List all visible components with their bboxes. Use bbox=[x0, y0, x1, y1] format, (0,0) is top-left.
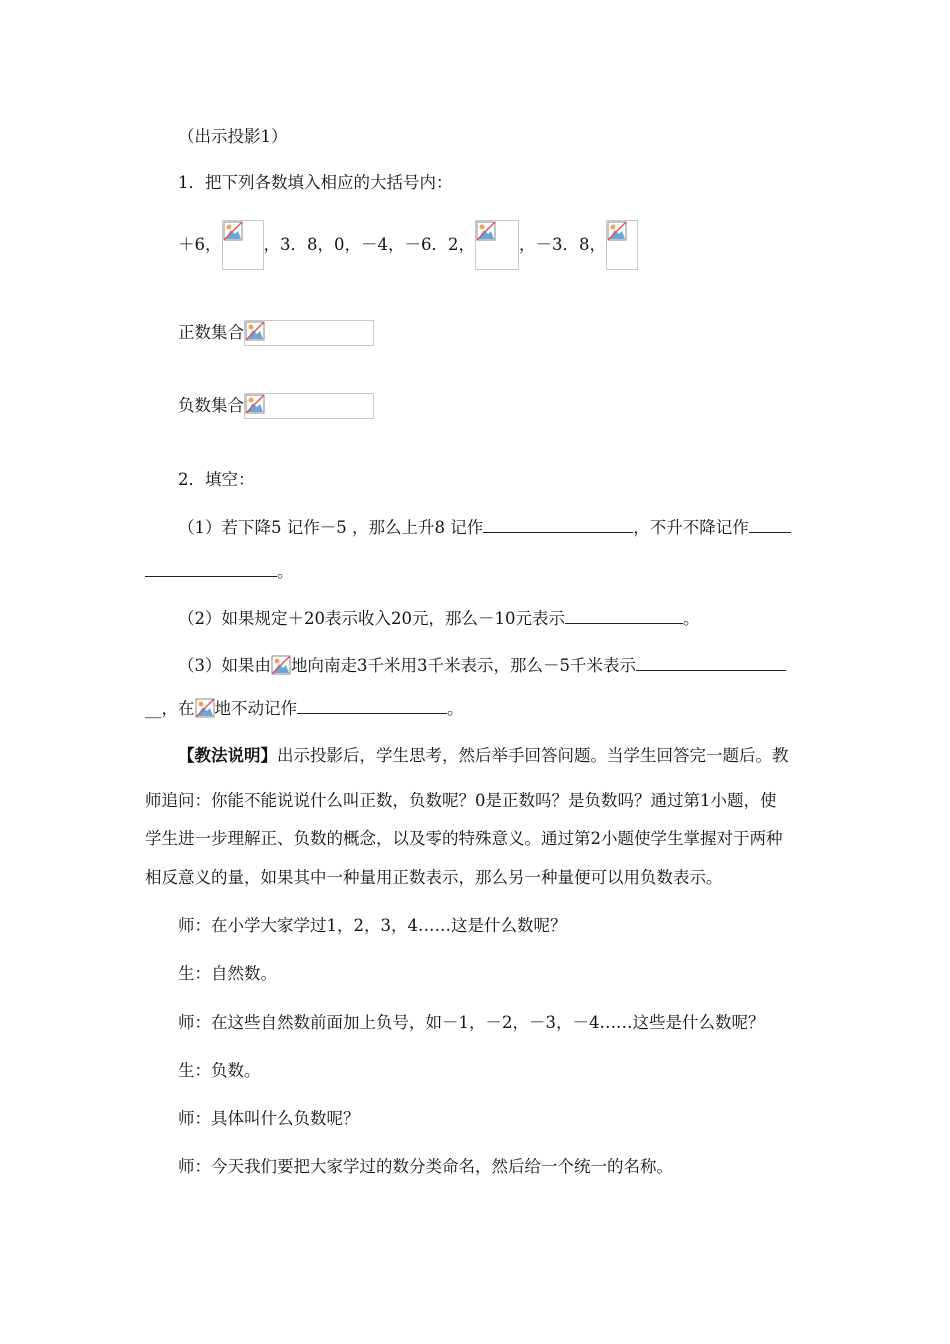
q2-3-text-a: （3）如果由 bbox=[178, 656, 271, 675]
q2-3-text-b: 地向南走3千米用3千米表示，那么－5千米表示 bbox=[291, 656, 636, 675]
projection-note: （出示投影1） bbox=[178, 127, 288, 146]
answer-blank-unchanged-a[interactable] bbox=[749, 516, 791, 533]
positive-set-row bbox=[178, 320, 374, 346]
broken-image-icon bbox=[476, 221, 496, 241]
positive-set-label: 正数集合 bbox=[178, 323, 244, 342]
answer-blank-rise[interactable] bbox=[483, 516, 633, 533]
method-line-4: 相反意义的量，如果其中一种量用正数表示，那么另一种量便可以用负数表示。 bbox=[145, 868, 723, 887]
q2-1-text-a: （1）若下降5 记作－5 ，那么上升8 记作 bbox=[178, 518, 484, 537]
question-2-part-2 bbox=[178, 607, 700, 630]
q2-3-text-c: __，在 bbox=[145, 699, 195, 718]
place-image-2 bbox=[195, 698, 215, 720]
negative-set-row bbox=[178, 393, 374, 419]
fraction-image-1 bbox=[222, 220, 264, 270]
number-list-part-3: ，－3．8， bbox=[519, 235, 606, 254]
question-2-part-1 bbox=[178, 516, 791, 539]
question-2-part-3-cont bbox=[145, 697, 464, 720]
question-2-part-3 bbox=[178, 654, 786, 677]
negative-set-brace-image bbox=[244, 393, 374, 419]
q2-3-end: 。 bbox=[447, 699, 464, 718]
dialogue-line: 师：今天我们要把大家学过的数分类命名，然后给一个统一的名称。 bbox=[178, 1157, 673, 1176]
broken-image-icon bbox=[607, 221, 627, 241]
question-2-title: 2．填空： bbox=[178, 470, 255, 489]
question-1-title: 1．把下列各数填入相应的大括号内： bbox=[178, 173, 453, 192]
q2-1-end: 。 bbox=[277, 562, 294, 581]
q2-2-end: 。 bbox=[683, 609, 700, 628]
number-list-part-2: ，3．8，0，－4，－6．2， bbox=[263, 235, 475, 254]
dialogue-line: 师：在这些自然数前面加上负号，如－1，－2，－3，－4……这些是什么数呢？ bbox=[178, 1013, 765, 1032]
method-tag: 【教法说明】 bbox=[178, 746, 277, 765]
answer-blank-distance-a[interactable] bbox=[636, 654, 786, 671]
method-line-2: 师追问：你能不能说说什么叫正数，负数呢？0是正数吗？是负数吗？通过第1小题，使 bbox=[145, 791, 777, 810]
dialogue-line: 师：在小学大家学过1，2，3，4……这是什么数呢？ bbox=[178, 916, 567, 935]
fraction-image-3 bbox=[606, 220, 638, 270]
method-line-3: 学生进一步理解正、负数的概念，以及零的特殊意义。通过第2小题使学生掌握对于两种 bbox=[145, 829, 783, 848]
dialogue-line: 生：自然数。 bbox=[178, 964, 277, 983]
dialogue-line: 生：负数。 bbox=[178, 1061, 261, 1080]
broken-image-icon bbox=[245, 321, 265, 341]
broken-image-icon bbox=[271, 655, 291, 675]
positive-set-brace-image bbox=[244, 320, 374, 346]
place-image-1 bbox=[271, 655, 291, 677]
broken-image-icon bbox=[245, 394, 265, 414]
number-list bbox=[178, 220, 638, 270]
fraction-image-2 bbox=[475, 220, 519, 270]
dialogue-line: 师：具体叫什么负数呢？ bbox=[178, 1109, 360, 1128]
q2-2-text: （2）如果规定＋20表示收入20元，那么－10元表示 bbox=[178, 609, 565, 628]
method-line-1 bbox=[178, 745, 789, 767]
method-line-1-text: 出示投影后，学生思考，然后举手回答问题。当学生回答完一题后。教 bbox=[277, 746, 789, 765]
answer-blank-unchanged-b[interactable] bbox=[145, 560, 277, 577]
answer-blank-stay[interactable] bbox=[297, 697, 447, 714]
number-list-part-1: ＋6， bbox=[178, 235, 222, 254]
broken-image-icon bbox=[223, 221, 243, 241]
negative-set-label: 负数集合 bbox=[178, 396, 244, 415]
q2-1-text-b: ，不升不降记作 bbox=[633, 518, 749, 537]
broken-image-icon bbox=[195, 698, 215, 718]
answer-blank-expense[interactable] bbox=[565, 607, 683, 624]
question-2-part-1-cont bbox=[145, 560, 294, 583]
q2-3-text-d: 地不动记作 bbox=[214, 699, 297, 718]
